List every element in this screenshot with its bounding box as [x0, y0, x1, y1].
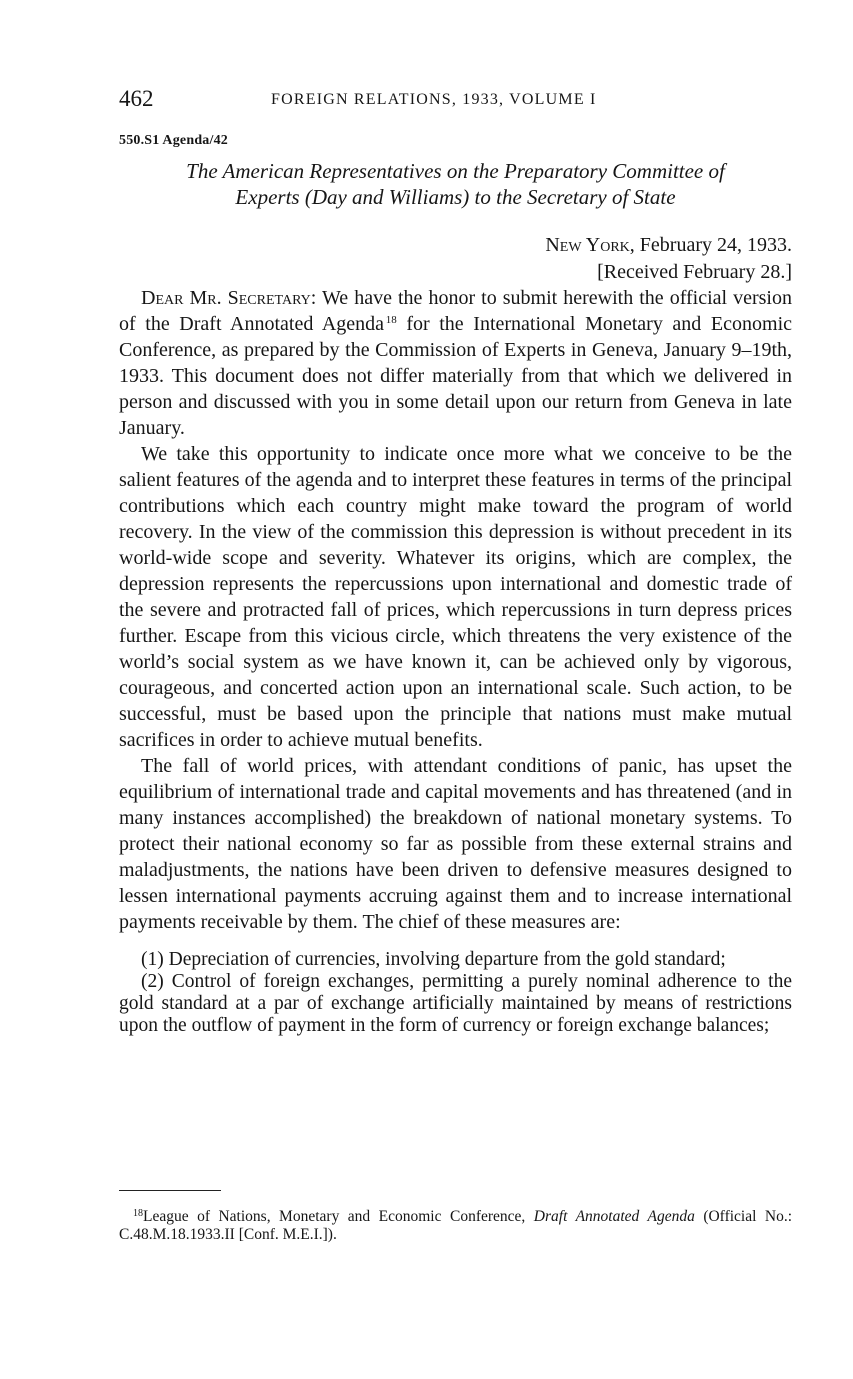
footnote-text-b: (Official No.: C.48.M.18.1933.II [Conf. M.E.I.]). [119, 1208, 793, 1243]
running-head-title: FOREIGN RELATIONS, 1933, VOLUME I [271, 91, 597, 108]
measures-list [119, 949, 792, 1037]
page-number: 462 [119, 86, 154, 111]
footnote-reference[interactable]: 18 [385, 314, 397, 326]
salutation: Dear Mr. Secretary: [141, 287, 317, 309]
document-title [119, 158, 792, 210]
document-title-line-2: Experts (Day and Williams) to the Secretary of State [235, 185, 676, 209]
file-number: 550.S1 Agenda/42 [119, 133, 228, 148]
dateline-main [545, 232, 792, 259]
dateline-date: February 24, 1933. [639, 234, 792, 256]
running-head [119, 86, 792, 114]
list-item-1: (1) Depreciation of currencies, involving departure from the gold standard; [141, 949, 726, 970]
footnote-publication-title: Draft Annotated Agenda [533, 1208, 695, 1225]
paragraph-1-text-b: for the International Monetary and Economic Conference, as prepared by the Commission of Experts in Geneva, January 9–19th, 1933. This document does not differ materially from that which we delivered in person and discussed with you in some detail upon our return from Geneva in late January. [119, 313, 792, 439]
footnote-text-a: League of Nations, Monetary and Economic Conference, [143, 1208, 526, 1225]
paragraph-1-text-a: We have the honor to submit herewith the official version of the Draft Annotated Agenda [119, 287, 792, 335]
list-item-2: (2) Control of foreign exchanges, permitting a purely nominal adherence to the gold standard at a par of exchange artificially maintained by means of restrictions upon the outflow of payment in the form of currency or foreign exchange balances; [119, 971, 792, 1036]
document-title-line-1: The American Representatives on the Preparatory Committee of [186, 159, 725, 183]
footnote [119, 1208, 792, 1244]
dateline [545, 232, 792, 286]
paragraph-3: The fall of world prices, with attendant conditions of panic, has upset the equilibrium of international trade and capital movements and has threatened (and in many instances accomplished) the breakdown of national monetary systems. To protect their national economy so far as possible from these external strains and maladjustments, the nations have been driven to defensive measures designed to lessen international payments accruing against them and to increase international payments receivable by them. The chief of these measures are: [119, 755, 792, 933]
letter-body [119, 285, 792, 1037]
footnote-divider [119, 1190, 221, 1191]
received-date: [Received February 28.] [597, 261, 792, 283]
paragraph-2: We take this opportunity to indicate once more what we conceive to be the salient features of the agenda and to interpret these features in terms of the principal contributions which each country might make toward the program of world recovery. In the view of the commission this depression is without precedent in its world-wide scope and severity. Whatever its origins, which are complex, the depression represents the repercussions upon international and domestic trade of the severe and protracted fall of prices, which repercussions in turn depress prices further. Escape from this vicious circle, which threatens the very existence of the world’s social system as we have known it, can be achieved only by vigorous, courageous, and concerted action upon an international scale. Such action, to be successful, must be based upon the principle that nations must make mutual sacrifices in order to achieve mutual benefits. [119, 443, 792, 751]
dateline-place: New York, [545, 234, 635, 256]
footnote-mark: 18 [133, 1208, 143, 1219]
paragraph-1 [119, 285, 792, 441]
